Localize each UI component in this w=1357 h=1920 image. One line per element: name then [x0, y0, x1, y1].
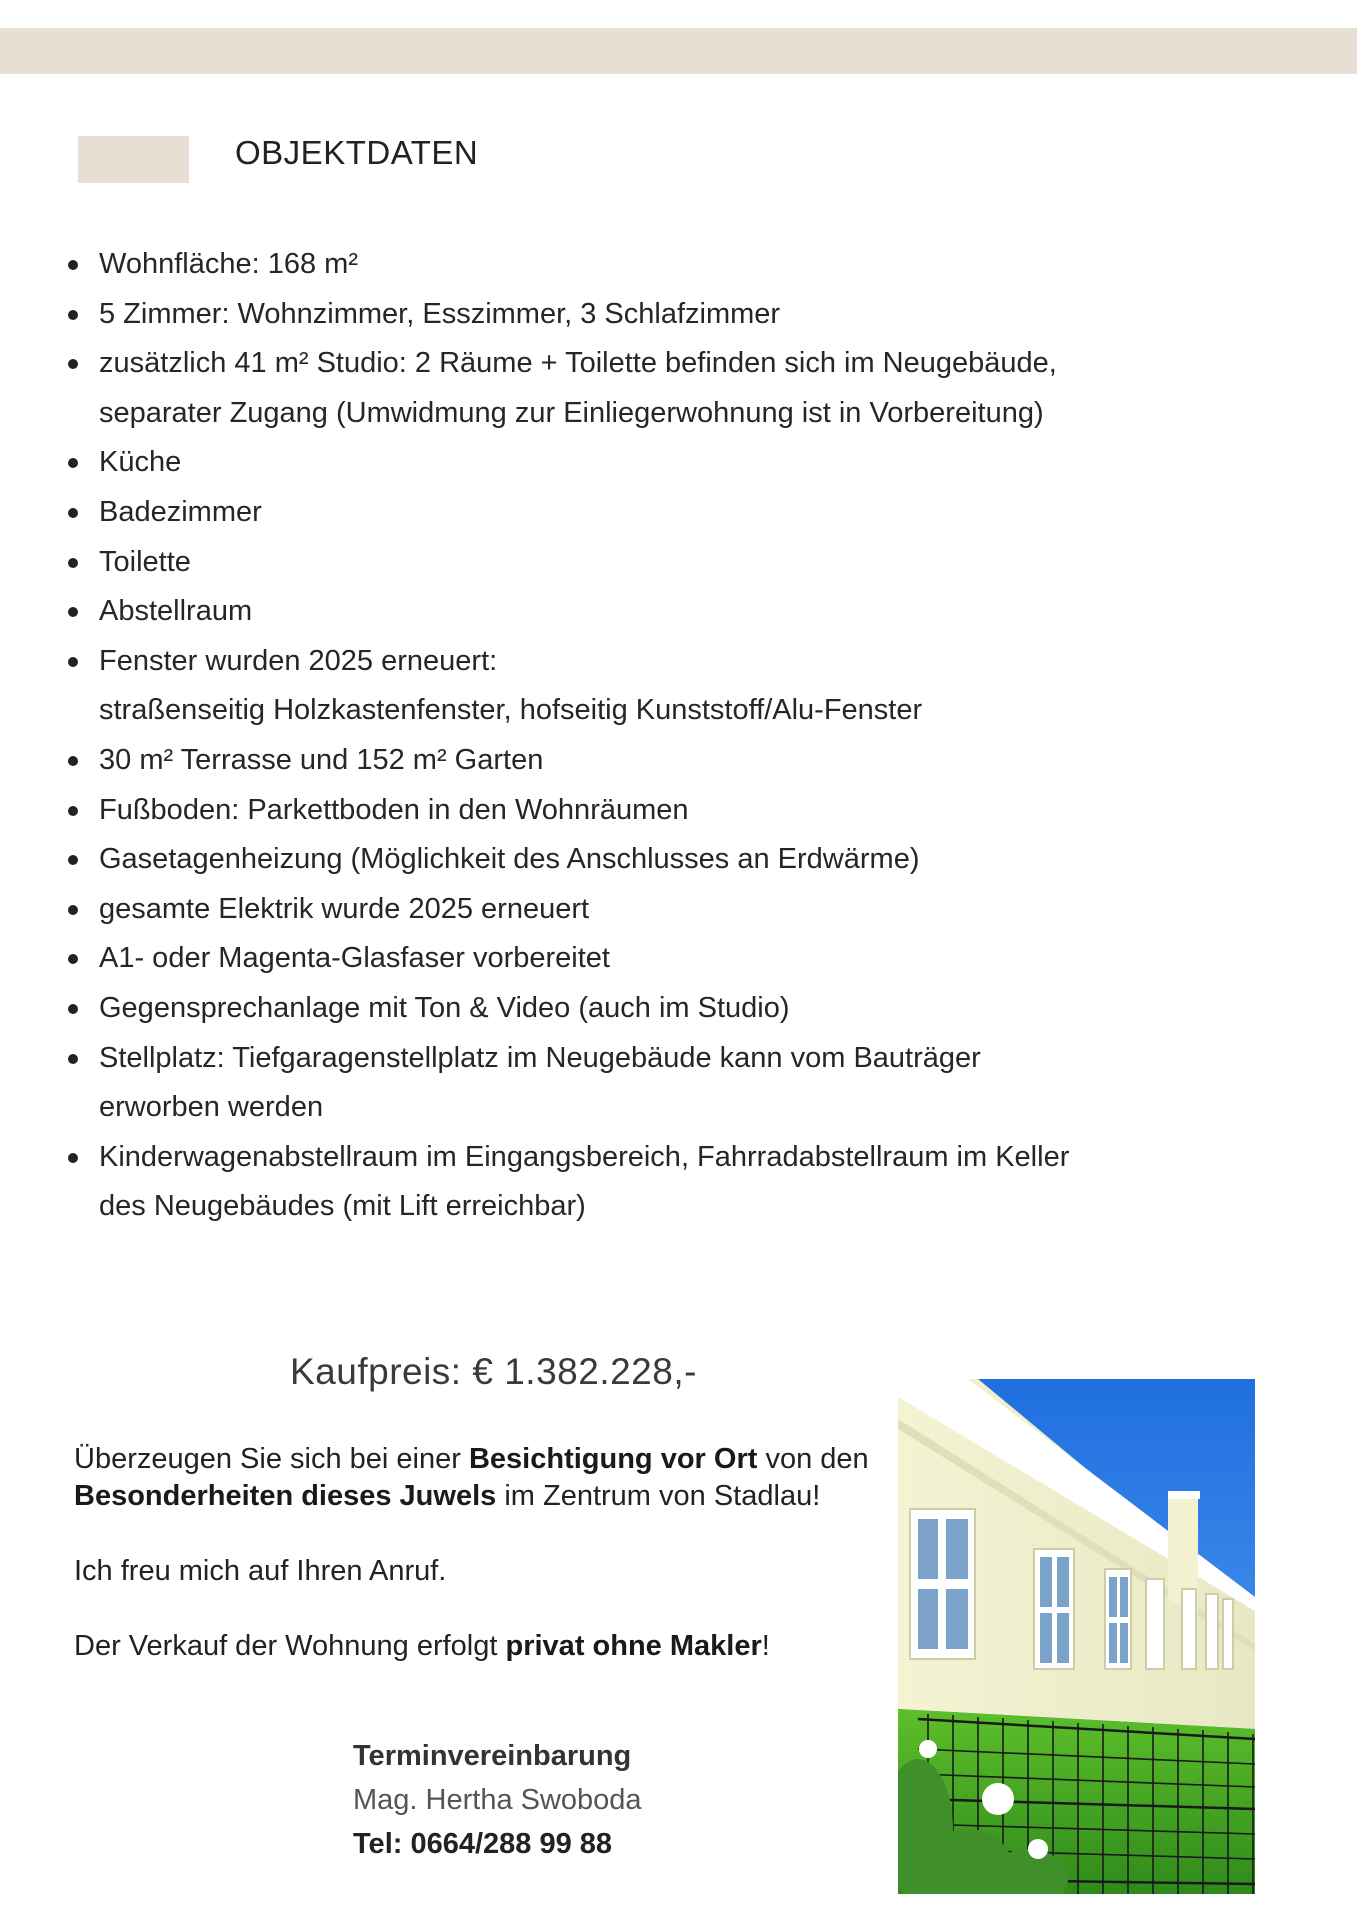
list-item: Stellplatz: Tiefgaragenstellplatz im Neugebäude kann vom Bauträger erworben werden: [64, 1034, 1079, 1133]
windows-detail: straßenseitig Holzkastenfenster, hofseitig Kunststoff/Alu-Fenster: [99, 694, 923, 727]
top-band: [0, 28, 1357, 74]
contact-name: Mag. Hertha Swoboda: [353, 1784, 642, 1816]
list-item: zusätzlich 41 m² Studio: 2 Räume + Toilette befinden sich im Neugebäude, separater Zugang (Umwidmung zur Einliegerwohnung ist in Vorbereitung): [64, 339, 1079, 438]
list-item: Badezimmer: [64, 488, 1064, 538]
list-item: gesamte Elektrik wurde 2025 erneuert: [64, 885, 1064, 935]
purchase-price: Kaufpreis: € 1.382.228,-: [290, 1351, 697, 1392]
list-item: Küche: [64, 438, 1064, 488]
list-item: Gasetagenheizung (Möglichkeit des Anschlusses an Erdwärme): [64, 835, 1064, 885]
list-item: 5 Zimmer: Wohnzimmer, Esszimmer, 3 Schlafzimmer: [64, 290, 1064, 340]
list-item: Kinderwagenabstellraum im Eingangsbereich, Fahrradabstellraum im Keller des Neugebäudes (mit Lift erreichbar): [64, 1133, 1079, 1232]
contact-block: [353, 1734, 642, 1866]
pitch-paragraph-2: Ich freu mich auf Ihren Anruf.: [74, 1555, 447, 1587]
sales-pitch: [74, 1441, 874, 1665]
contact-phone[interactable]: Tel: 0664/288 99 88: [353, 1828, 613, 1860]
title-accent-block: [78, 136, 189, 183]
list-item: A1- oder Magenta-Glasfaser vorbereitet: [64, 934, 1064, 984]
list-item: Gegensprechanlage mit Ton & Video (auch im Studio): [64, 984, 1064, 1034]
list-item: Fenster wurden 2025 erneuert: straßenseitig Holzkastenfenster, hofseitig Kunststoff/Alu-Fenster: [64, 637, 1064, 736]
building-photo: [898, 1379, 1255, 1894]
list-item: Wohnfläche: 168 m²: [64, 240, 1064, 290]
list-item: Fußboden: Parkettboden in den Wohnräumen: [64, 786, 1064, 836]
list-item: Abstellraum: [64, 587, 1064, 637]
list-item: 30 m² Terrasse und 152 m² Garten: [64, 736, 1064, 786]
contact-heading: Terminvereinbarung: [353, 1740, 632, 1772]
feature-list: [64, 240, 1070, 1232]
list-item: Toilette: [64, 538, 1064, 588]
pitch-paragraph-1: Überzeugen Sie sich bei einer Besichtigung vor Ort von den Besonderheiten dieses Juwels im Zentrum von Stadlau!: [74, 1443, 869, 1512]
pitch-paragraph-3: Der Verkauf der Wohnung erfolgt privat ohne Makler!: [74, 1630, 770, 1662]
page-title: OBJEKTDATEN: [235, 134, 479, 171]
